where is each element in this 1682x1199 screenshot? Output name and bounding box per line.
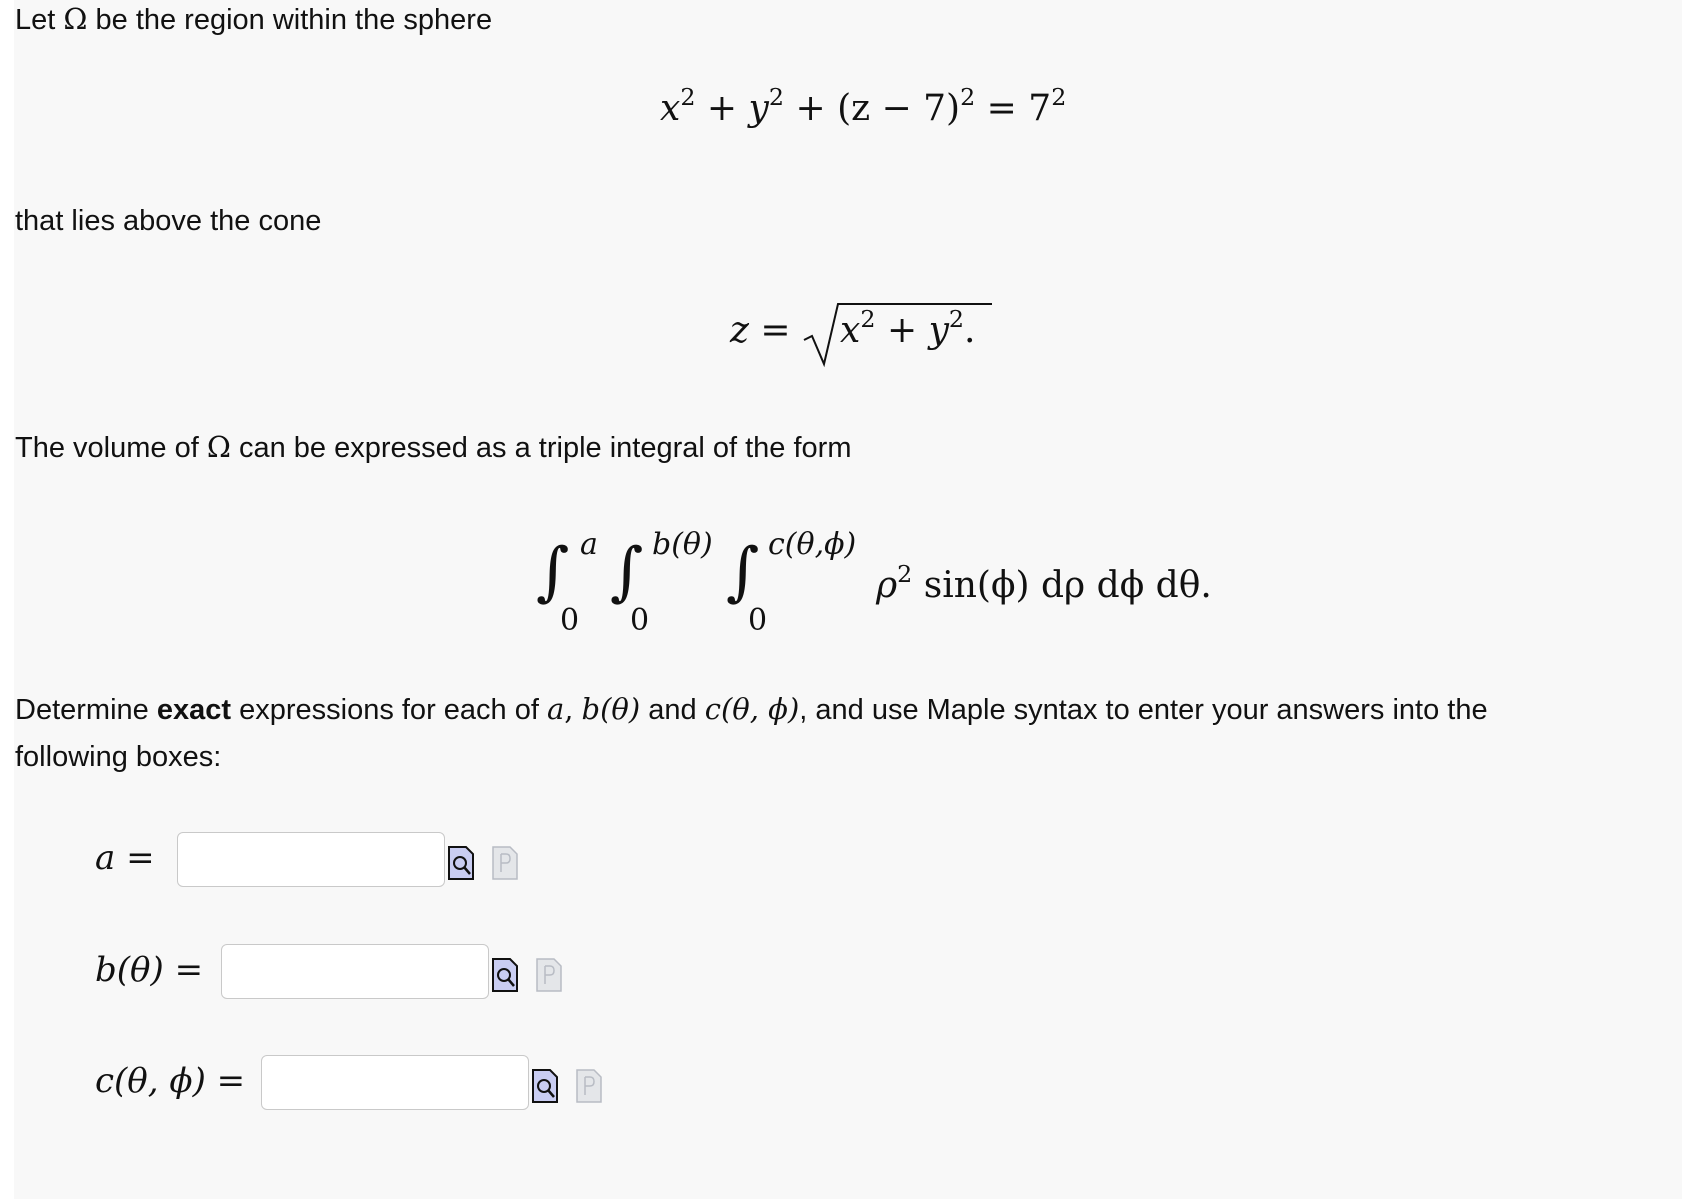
lower-limit-1: 0 <box>560 603 580 638</box>
exact-emphasis: exact <box>156 694 232 726</box>
integral-sign-3: ∫ <box>726 535 760 609</box>
omega-symbol: Ω <box>206 430 231 464</box>
volume-text: The volume of Ω can be expressed as a triple integral of the form <box>15 430 852 464</box>
maple-help-icon[interactable] <box>536 958 562 992</box>
intro-let: Let <box>15 4 56 36</box>
instructions-line-1: Determine exact expressions for each of a, b(θ) and c(θ, ϕ), and use Maple syntax to enter your answers into the <box>15 692 1488 726</box>
preview-icon[interactable] <box>532 1069 558 1103</box>
lower-limit-3: 0 <box>748 603 768 638</box>
integral-sign-1: ∫ <box>536 535 570 609</box>
cone-intro-text: that lies above the cone <box>15 205 322 237</box>
integral-sign-2: ∫ <box>610 535 644 609</box>
maple-help-icon[interactable] <box>576 1069 602 1103</box>
upper-limit-b: b(θ) <box>652 527 713 562</box>
answer-input-b[interactable] <box>221 944 489 999</box>
intro-rest: be the region within the sphere <box>95 4 493 36</box>
lower-limit-2: 0 <box>630 603 650 638</box>
answer-label-b: b(θ) = <box>95 950 204 990</box>
intro-text <box>15 0 492 44</box>
instructions-line-2: following boxes: <box>15 741 222 773</box>
triple-integral <box>530 515 1212 645</box>
answer-label-c: c(θ, ϕ) = <box>95 1061 246 1101</box>
square-root: $x^2 + y^2$ <box>802 310 964 351</box>
integrand: $\rho^2$ sin(ϕ) dρ dϕ dθ. <box>876 560 1212 606</box>
answer-input-a[interactable] <box>177 832 445 887</box>
cone-equation: z = $x^2 + y^2$. <box>730 310 975 351</box>
upper-limit-c: c(θ,ϕ) <box>768 527 857 562</box>
answer-label-a: a = <box>95 838 155 878</box>
sphere-equation: $x^2 + y^2 + (z - 7)^2 = 7^2$ <box>660 83 1067 129</box>
omega-symbol: Ω <box>63 2 88 36</box>
upper-limit-a: a <box>580 527 598 562</box>
maple-help-icon[interactable] <box>492 846 518 880</box>
answer-input-c[interactable] <box>261 1055 529 1110</box>
preview-icon[interactable] <box>492 958 518 992</box>
preview-icon[interactable] <box>448 846 474 880</box>
